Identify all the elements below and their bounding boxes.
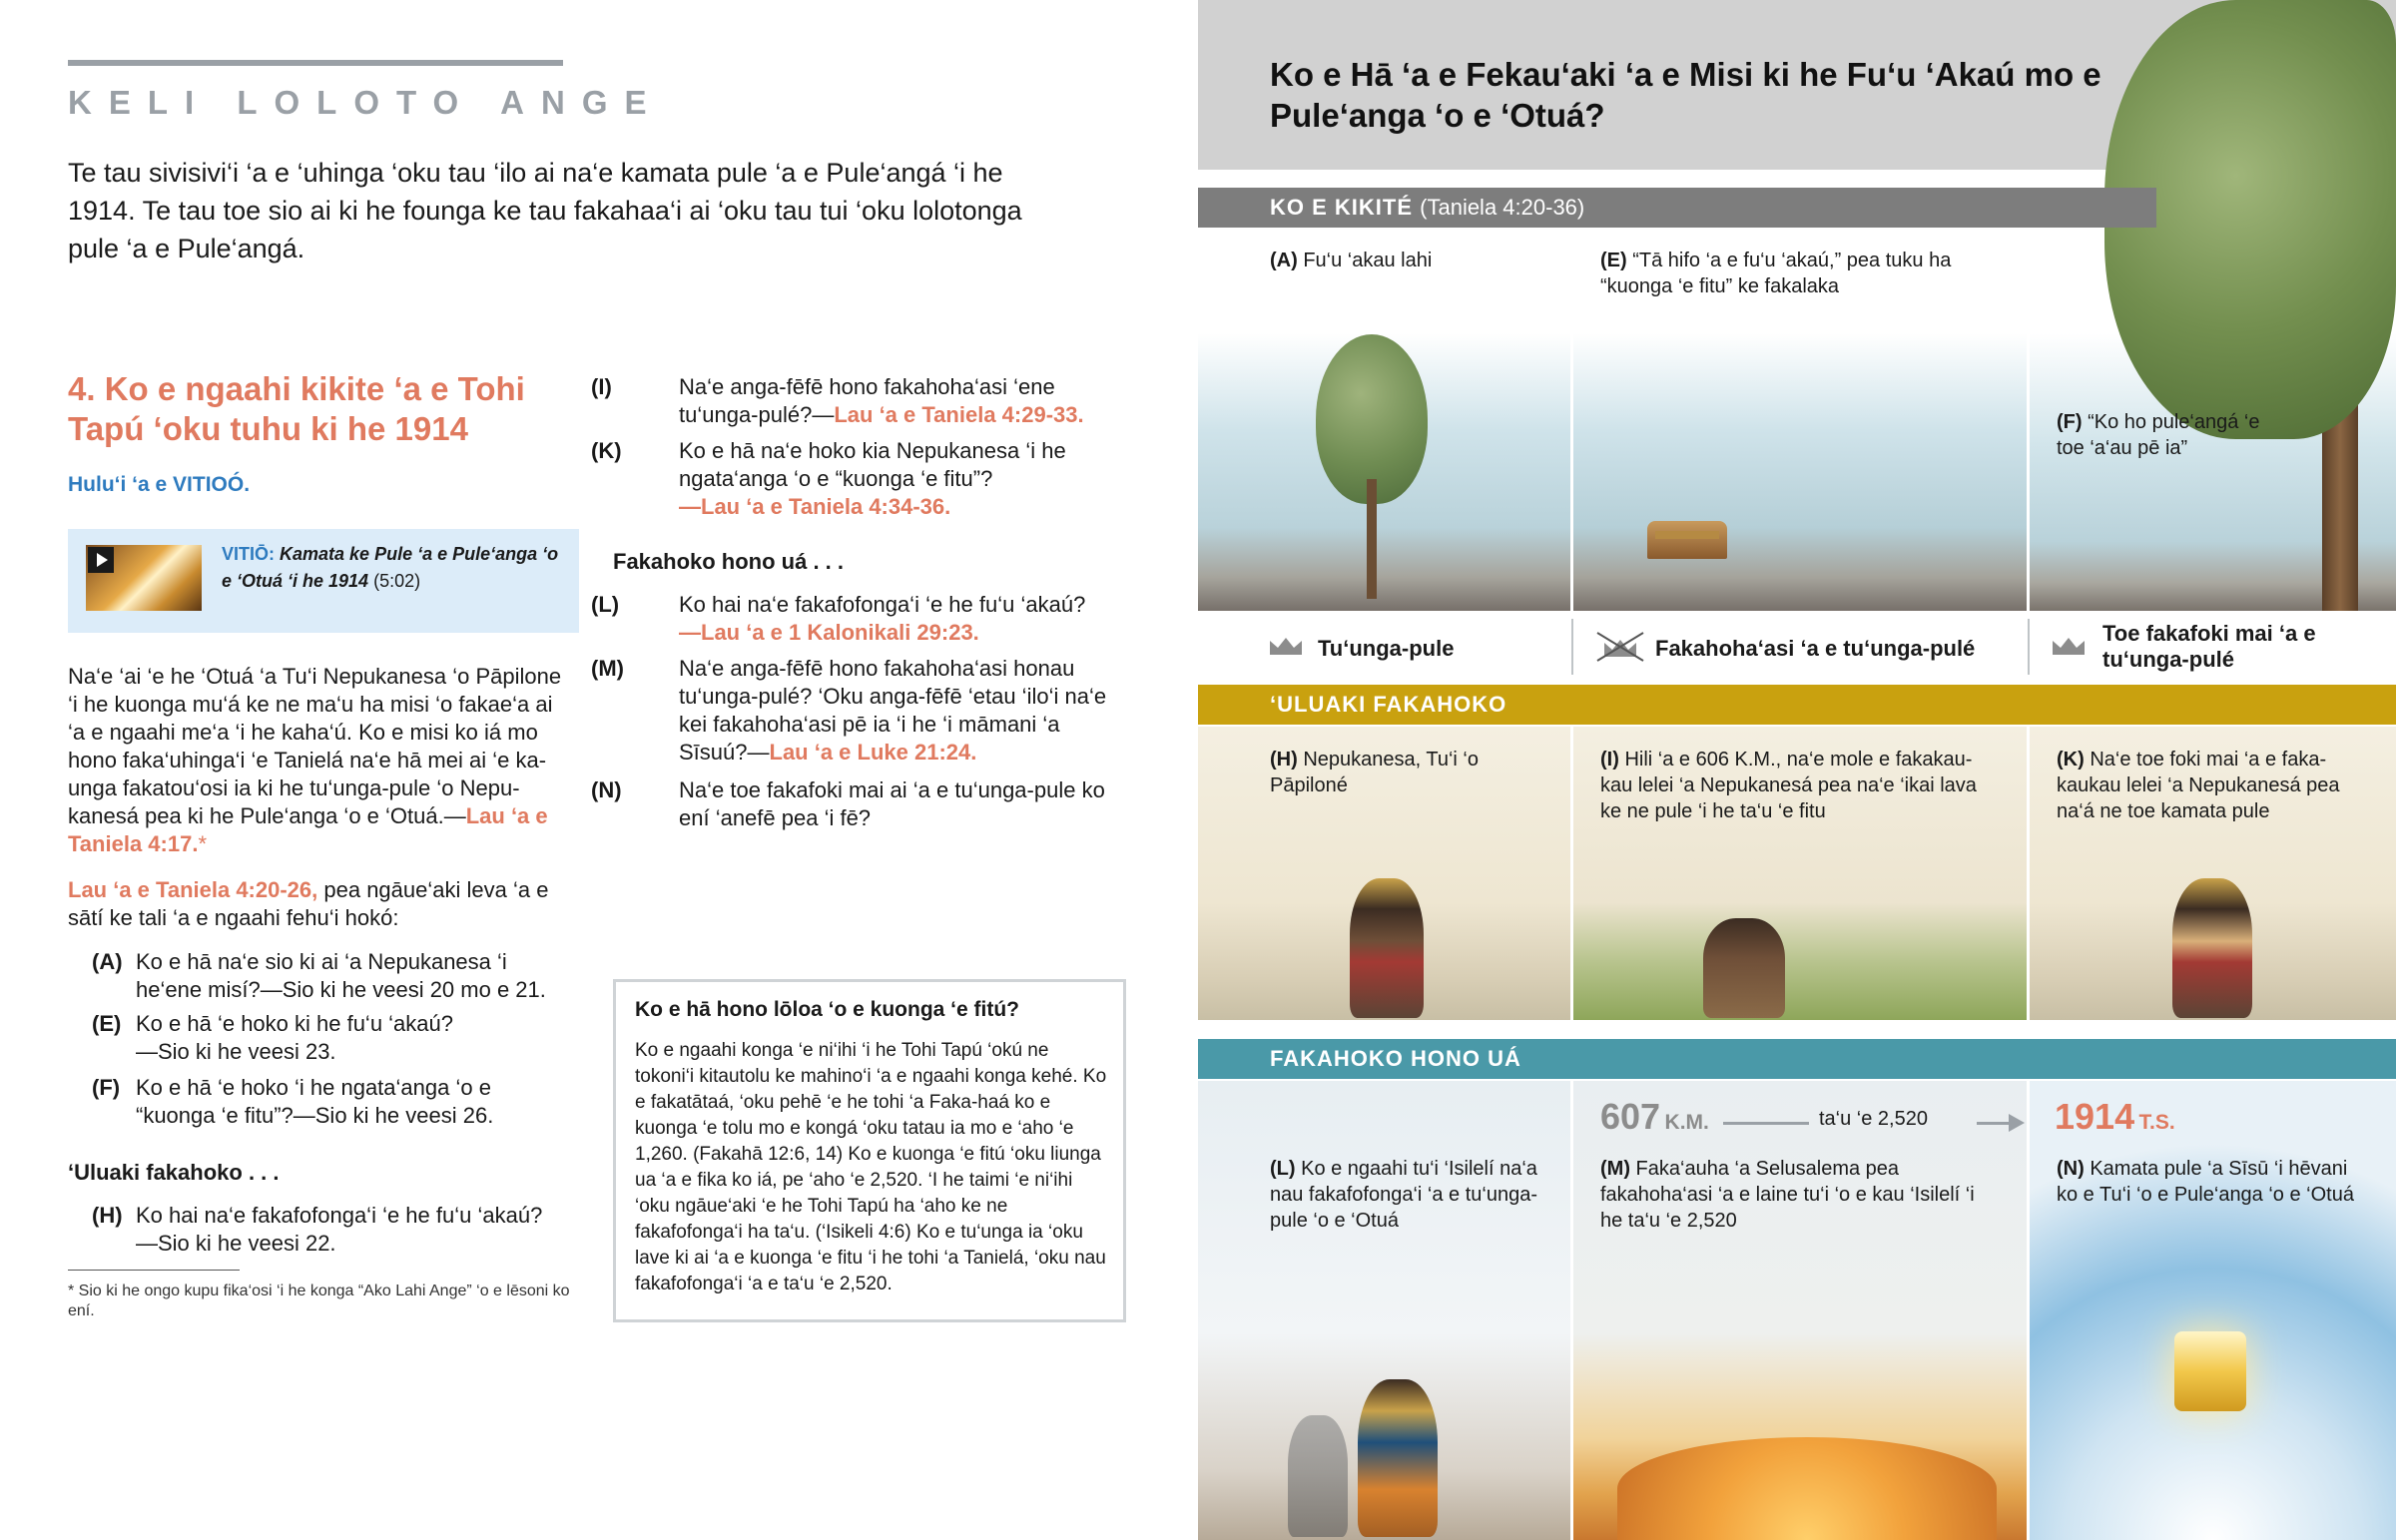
caption-letter: (E)	[1600, 250, 1627, 271]
band-prophecy-label: KO E KIKITÉ	[1270, 195, 1414, 220]
paragraph-1-text: Na‘e ‘ai ‘e he ‘Otuá ‘a Tu‘i Nepukanesa ‘o Pāpilone ‘i he kuonga mu‘á ke ne ma‘u ha misi ‘o fakae‘a ai ‘a e ngaahi me‘a ‘i he kaha‘ú. Ko e misi ko iá mo hono faka‘uhinga‘i ‘e Tanielá na‘e hā mei ai ‘e ka-unga fakatou‘osi ia ki he tu‘unga-pule ‘o Nepu-kanesá pea ki he Pule‘anga ‘o e ‘Otuá.—	[68, 664, 562, 828]
jerusalem-fire-illustration	[1617, 1437, 1997, 1540]
video-title[interactable]: Kamata ke Pule ‘a e Pule‘anga ‘o e ‘Otuá ‘i he 1914	[222, 544, 559, 591]
throne-illustration	[2174, 1331, 2246, 1411]
dream-panel-stump	[1573, 333, 2027, 611]
caption-text: Nepukanesa, Tu‘i ‘o Pāpiloné	[1270, 749, 1479, 796]
question-letter: (L)	[591, 592, 620, 617]
question-l	[591, 591, 1114, 647]
question-text: Ko e hā ‘e hoko ‘i he ngata‘anga ‘o e	[136, 1075, 491, 1100]
question-text: Ko e hā na‘e sio ki ai ‘a Nepukanesa ‘i	[136, 949, 507, 974]
lesson-title: 4. Ko e ngaahi kikite ‘a e Tohi Tapú ‘oku tuhu ki he 1914	[68, 370, 525, 447]
king-figure	[1350, 878, 1424, 1018]
question-letter: (I)	[591, 374, 612, 399]
header-rule	[68, 60, 563, 66]
question-text: Ko hai na‘e fakafofonga‘i ‘e he fu‘u ‘akaú?	[136, 1203, 543, 1228]
question-text: Na‘e anga-fēfē hono fakahoha‘asi honau tu‘unga-pulé? ‘Oku anga-fēfē ‘etau ‘ilo‘i na‘e kei fakahoha‘asi pē ia ‘i he ‘i māmani ‘a Sīsuú?—	[679, 656, 1107, 765]
footnote: * Sio ki he ongo kupu fika‘osi ‘i he konga “Ako Lahi Ange” ‘o e lēsoni ko ení.	[68, 1283, 570, 1319]
question-letter: (E)	[92, 1011, 122, 1036]
subheading-first-fulfillment: ‘Uluaki fakahoko . . .	[68, 1160, 280, 1185]
restored-king-figure	[2172, 878, 2252, 1018]
question-letter: (A)	[92, 949, 123, 974]
caption-letter: (H)	[1270, 749, 1298, 770]
chart-title: Ko e Hā ‘a e Fekau‘aki ‘a e Misi ki he Fu‘u ‘Akaú mo e Pule‘anga ‘o e ‘Otuá?	[1270, 56, 2101, 134]
caption-h	[1270, 747, 1549, 798]
nebuchadnezzar-figure	[1703, 918, 1785, 1018]
paragraph-1	[68, 663, 567, 858]
stump-band	[1655, 531, 1719, 539]
question-text: Ko e hā ‘e hoko ki he fu‘u ‘akaú?	[136, 1011, 454, 1036]
band-prophecy-ref: (Taniela 4:20-36)	[1420, 195, 1585, 220]
second-panel-heaven	[2030, 1081, 2396, 1540]
question-i	[591, 373, 1104, 429]
king-figure-faded	[1288, 1415, 1348, 1537]
band-second-fulfillment: FAKAHOKO HONO UÁ	[1198, 1039, 2396, 1079]
question-letter: (M)	[591, 656, 624, 681]
row-divider	[1571, 619, 1573, 675]
subheading-second-fulfillment: Fakahoko hono uá . . .	[613, 549, 845, 574]
tree-trunk	[1367, 479, 1377, 599]
question-text: Ko e hā na‘e hoko kia Nepukanesa ‘i he ngata‘anga ‘o e “kuonga ‘e fitu”?	[679, 438, 1066, 491]
question-text-line2: —Sio ki he veesi 23.	[136, 1039, 336, 1064]
caption-n	[2057, 1156, 2356, 1208]
scripture-link[interactable]: Lau ‘a e Taniela 4:29-33.	[834, 402, 1084, 427]
caption-text: “Tā hifo ‘a e fu‘u ‘akaú,” pea tuku ha “kuonga ‘e fitu” ke fakalaka	[1600, 250, 1952, 297]
band-prophecy	[1198, 188, 2156, 228]
question-h	[92, 1202, 611, 1258]
intro-paragraph: Te tau sivisivi‘i ‘a e ‘uhinga ‘oku tau ‘ilo ai na‘e kamata pule ‘a e Pule‘angá ‘i he 1914. Te tau toe sio ai ki he founga ke tau fakahaa‘i ai ‘oku tau tui ‘oku lolotonga pule ‘a e Pule‘angá.	[68, 158, 1022, 263]
caption-text: Ko e ngaahi tu‘i ‘Isilelí na‘a nau fakafofonga‘i ‘a e tu‘unga-pule ‘o e ‘Otuá	[1270, 1158, 1537, 1232]
scripture-link[interactable]: Lau ‘a e Luke 21:24.	[769, 740, 977, 765]
question-letter: (K)	[591, 438, 622, 463]
label-rulership: Tu‘unga-pule	[1318, 636, 1455, 661]
sidebar-text: Ko e ngaahi konga ‘e ni‘ihi ‘i he Tohi Tapú ‘okú ne tokoni‘i kitautolu ke mahino‘i ‘a e ngaahi konga kehé. Ko e fakatātaá, ‘oku pehē ‘e he tohi ‘a Faka-haá ko e kuonga ‘e tolu mo e kongá ‘oku tatau ia mo e ‘aho ‘e 1,260. (Fakahā 12:6, 14) Ko e kuonga ‘e fitú ‘oku liunga ua ‘a e fika ko iá, pe ‘aho ‘e 2,520. ‘I he taimi ‘e ni‘ihi ‘oku ngāue‘aki ‘e he Tohi Tapú ha ‘aho ke ne fakafofonga‘i ha ta‘u. (‘Isikeli 4:6) Ko e tu‘unga ia ‘oku lave ki ai ‘a e kuonga ‘e fitu ‘i he tohi ‘a Tanielá, ‘oku nau fakafofonga‘i ‘a e ta‘u ‘e 2,520.	[635, 1040, 1107, 1294]
caption-text: Kamata pule ‘a Sīsū ‘i hēvani ko e Tu‘i ‘o e Pule‘anga ‘o e ‘Otuá	[2057, 1158, 2354, 1206]
question-m	[591, 655, 1114, 767]
question-text-line2: he‘ene misí?—Sio ki he veesi 20 mo e 21.	[136, 977, 546, 1002]
crown-icon	[1268, 635, 1304, 659]
caption-letter: (I)	[1600, 749, 1619, 770]
caption-text: “Ko ho pule‘angá ‘e toe ‘a‘au pē ia”	[2057, 411, 2260, 459]
paragraph-2-text: pea ngāue‘aki leva ‘a e sātí ke tali ‘a e ngaahi fehu‘i hokó:	[68, 877, 549, 930]
question-e	[92, 1010, 591, 1066]
question-n	[591, 776, 1114, 832]
arrow-right-icon	[2009, 1114, 2025, 1132]
play-icon[interactable]	[88, 547, 114, 573]
question-k	[591, 437, 1104, 521]
scripture-link-daniel-4-20[interactable]: Lau ‘a e Taniela 4:20-26,	[68, 877, 318, 902]
caption-text: Hili ‘a e 606 K.M., na‘e mole e fakakau-kau lelei ‘a Nepukanesá pea na‘e ‘ikai lava ke ne pule ‘i he ta‘u ‘e fitu	[1600, 749, 1977, 822]
question-letter: (N)	[591, 777, 622, 802]
question-text: Ko hai na‘e fakafofonga‘i ‘e he fu‘u ‘akaú?	[679, 592, 1086, 617]
israelite-king-figure	[1358, 1379, 1438, 1537]
section-header: KELI LOLOTO ANGE	[68, 84, 664, 121]
timeline-line	[1723, 1122, 1809, 1125]
caption-letter: (N)	[2057, 1158, 2085, 1180]
row-divider	[2028, 619, 2030, 675]
question-text-line2: “kuonga ‘e fitu”?—Sio ki he veesi 26.	[136, 1103, 494, 1128]
caption-letter: (A)	[1270, 250, 1298, 271]
video-duration: (5:02)	[373, 571, 421, 591]
caption-letter: (L)	[1270, 1158, 1296, 1180]
label-interrupted: Fakahoha‘asi ‘a e tu‘unga-pulé	[1655, 636, 1976, 661]
caption-letter: (M)	[1600, 1158, 1630, 1180]
caption-a	[1270, 248, 1549, 273]
caption-i	[1600, 747, 2000, 824]
caption-text: Na‘e toe foki mai ‘a e faka-kaukau lelei ‘a Nepukanesá pea na‘á ne toe kamata pule	[2057, 749, 2340, 822]
year-607-number: 607	[1600, 1096, 1661, 1137]
caption-text: Faka‘auha ‘a Selusalema pea fakahoha‘asi ‘a e laine tu‘i ‘o e kau ‘Isilelí ‘i he ta‘u ‘e 2,520	[1600, 1158, 1975, 1232]
caption-k	[2057, 747, 2376, 824]
timeline-span-label: ta‘u ‘e 2,520	[1819, 1108, 1928, 1130]
caption-l	[1270, 1156, 1549, 1234]
video-instruction: Hulu‘i ‘a e VITIOÓ.	[68, 473, 251, 496]
crown-icon	[2051, 635, 2087, 659]
band-first-fulfillment: ‘ULUAKI FAKAHOKO	[1198, 685, 2396, 725]
footnote-marker[interactable]: *	[198, 831, 207, 856]
scripture-link-daniel-4-17[interactable]: Lau ‘a e Taniela 4:17.	[68, 803, 548, 856]
label-restored: Toe fakafoki mai ‘a e tu‘unga-pulé	[2102, 621, 2316, 672]
year-1914-number: 1914	[2055, 1096, 2135, 1137]
question-f	[92, 1074, 591, 1130]
question-letter: (F)	[92, 1075, 121, 1100]
scripture-link[interactable]: —Lau ‘a e Taniela 4:34-36.	[679, 494, 951, 519]
caption-text: Fu‘u ‘akau lahi	[1303, 250, 1433, 271]
video-label: VITIŌ:	[222, 544, 275, 564]
year-607-unit: K.M.	[1664, 1111, 1709, 1134]
question-text-line2: —Sio ki he veesi 22.	[136, 1231, 336, 1256]
year-1914-unit: T.S.	[2138, 1111, 2175, 1134]
caption-letter: (F)	[2057, 411, 2083, 433]
year-1914	[2055, 1096, 2175, 1138]
question-a	[92, 948, 591, 1004]
caption-m	[1600, 1156, 1980, 1234]
question-text: Na‘e toe fakafoki mai ai ‘a e tu‘unga-pule ko ení ‘anefē pea ‘i fē?	[679, 777, 1105, 830]
crossed-crown-icon	[1595, 631, 1645, 663]
sidebar-title: Ko e hā hono lōloa ‘o e kuonga ‘e fitú?	[635, 998, 1020, 1021]
caption-letter: (K)	[2057, 749, 2085, 770]
caption-f	[2057, 409, 2276, 461]
caption-e	[1600, 248, 1970, 299]
paragraph-2	[68, 876, 567, 932]
footnote-divider	[68, 1270, 240, 1271]
timeline-line	[1977, 1122, 2013, 1125]
question-letter: (H)	[92, 1203, 123, 1228]
year-607	[1600, 1096, 1709, 1138]
stump-illustration	[1647, 521, 1727, 559]
question-text: Na‘e anga-fēfē hono fakahoha‘asi ‘ene tu‘unga-pulé?—	[679, 374, 1055, 427]
scripture-link[interactable]: —Lau ‘a e 1 Kalonikali 29:23.	[679, 620, 979, 645]
video-caption[interactable]	[222, 541, 567, 595]
